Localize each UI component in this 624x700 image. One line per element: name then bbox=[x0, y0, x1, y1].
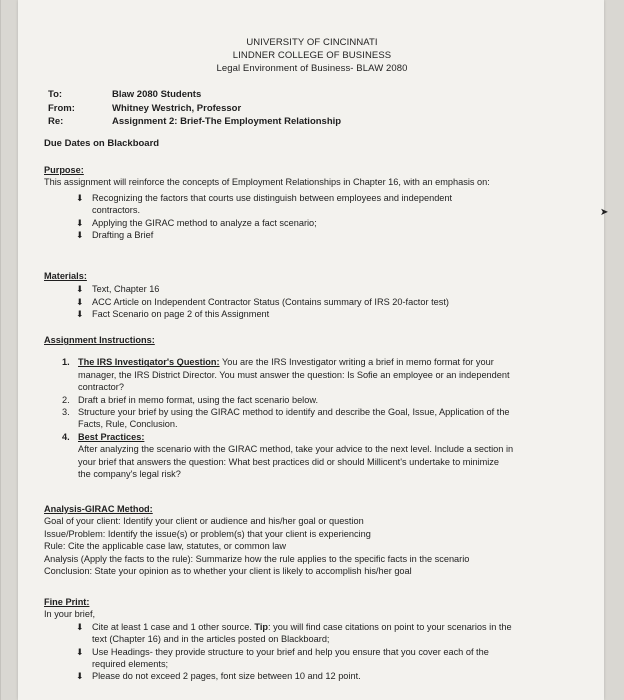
materials-title: Materials: bbox=[44, 271, 87, 281]
mouse-pointer-icon: ➤ bbox=[600, 207, 609, 218]
bullet-arrow-icon: ⬇ bbox=[76, 671, 84, 682]
girac-conclusion: Conclusion: State your opinion as to whether your client is likely to accomplish his/her goal bbox=[44, 566, 412, 577]
list-item: 3. Structure your brief by using the GIRAC method to identify and describe the Goal, Issue, Application of the Facts, Rule, Conclusion. bbox=[62, 407, 510, 430]
fineprint-intro: In your brief, bbox=[44, 609, 96, 620]
header-college: LINDNER COLLEGE OF BUSINESS bbox=[232, 50, 392, 61]
list-item: ⬇ Use Headings- they provide structure to your brief and help you ensure that you cover each of the required elements; bbox=[76, 646, 489, 670]
girac-goal: Goal of your client: Identify your client or audience and his/her goal or question bbox=[44, 516, 364, 527]
bullet-arrow-icon: ⬇ bbox=[76, 646, 84, 657]
re-label: Re: bbox=[48, 116, 64, 127]
list-item: ⬇ Fact Scenario on page 2 of this Assignment bbox=[76, 309, 270, 320]
instructions-title: Assignment Instructions: bbox=[44, 335, 155, 345]
list-item: ⬇ Applying the GIRAC method to analyze a fact scenario; bbox=[76, 217, 317, 228]
purpose-section bbox=[44, 164, 534, 241]
fineprint-section bbox=[44, 596, 514, 683]
re-value: Assignment 2: Brief-The Employment Relationship bbox=[112, 116, 342, 127]
bullet-arrow-icon: ⬇ bbox=[76, 217, 84, 228]
purpose-text: This assignment will reinforce the concepts of Employment Relationships in Chapter 16, with an emphasis on: bbox=[44, 177, 490, 188]
list-item: ⬇ Text, Chapter 16 bbox=[76, 284, 160, 295]
list-item: ⬇ Recognizing the factors that courts use distinguish between employees and independent contractors. bbox=[76, 192, 453, 216]
list-item: ⬇ Cite at least 1 case and 1 other source. Tip: you will find case citations on point to your scenarios in the text (Chapter 16) and in the articles posted on Blackboard; bbox=[76, 621, 512, 645]
to-value: Blaw 2080 Students bbox=[112, 89, 202, 100]
list-item: ⬇ Drafting a Brief bbox=[76, 230, 154, 241]
bullet-arrow-icon: ⬇ bbox=[76, 284, 84, 295]
girac-section bbox=[44, 503, 544, 577]
materials-section bbox=[44, 270, 544, 321]
to-label: To: bbox=[48, 89, 63, 100]
list-item: 1. The IRS Investigator's Question: You are the IRS Investigator writing a brief in memo format for your manager, the IRS District Director. You must answer the question: Is Sofie an employee or an independent contractor? bbox=[62, 357, 510, 393]
due-dates: Due Dates on Blackboard bbox=[44, 138, 160, 149]
document-header bbox=[0, 36, 624, 75]
memo-block bbox=[48, 88, 341, 129]
bullet-arrow-icon: ⬇ bbox=[76, 621, 84, 632]
girac-title: Analysis-GIRAC Method: bbox=[44, 504, 153, 514]
girac-analysis: Analysis (Apply the facts to the rule): Summarize how the rule applies to the specific facts in the scenario bbox=[44, 553, 470, 564]
instructions-section bbox=[44, 334, 514, 480]
bullet-arrow-icon: ⬇ bbox=[76, 230, 84, 241]
girac-rule: Rule: Cite the applicable case law, statutes, or common law bbox=[44, 541, 287, 552]
from-value: Whitney Westrich, Professor bbox=[112, 102, 242, 114]
bullet-arrow-icon: ⬇ bbox=[76, 296, 84, 307]
list-item: 2. Draft a brief in memo format, using the fact scenario below. bbox=[62, 394, 319, 405]
header-university: UNIVERSITY OF CINCINNATI bbox=[246, 37, 378, 48]
list-item: 4. Best Practices: After analyzing the scenario with the GIRAC method, take your advice to the next level. Include a section in your brief that answers the question: What best practices did or should Millicent's undertake to minimize the company's legal risk? bbox=[62, 431, 514, 480]
purpose-title: Purpose: bbox=[44, 165, 84, 175]
header-course: Legal Environment of Business- BLAW 2080 bbox=[216, 63, 408, 74]
fineprint-title: Fine Print: bbox=[44, 597, 90, 607]
bullet-arrow-icon: ⬇ bbox=[76, 192, 84, 203]
girac-issue: Issue/Problem: Identify the issue(s) or problem(s) that your client is experiencing bbox=[44, 528, 371, 539]
from-label: From: bbox=[48, 102, 75, 114]
list-item: ⬇ ACC Article on Independent Contractor Status (Contains summary of IRS 20-factor test) bbox=[76, 296, 449, 307]
bullet-arrow-icon: ⬇ bbox=[76, 309, 84, 320]
list-item: ⬇ Please do not exceed 2 pages, font size between 10 and 12 point. bbox=[76, 671, 361, 682]
